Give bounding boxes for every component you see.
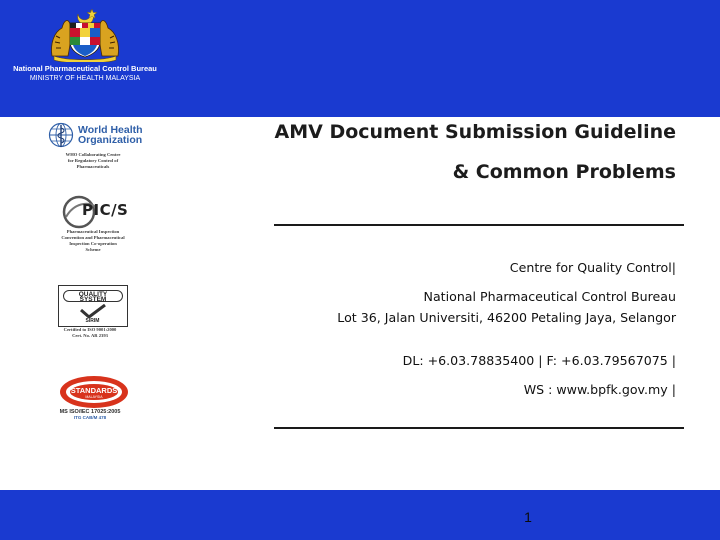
quality-mark-line1: QUALITY xyxy=(78,290,108,298)
pics-caption-line: Inspection Co-operation xyxy=(69,241,117,246)
pics-caption xyxy=(32,229,154,253)
quality-caption xyxy=(50,327,130,339)
header-band xyxy=(0,0,720,117)
pics-caption-line: Pharmaceutical Inspection xyxy=(66,229,120,234)
who-emblem-icon xyxy=(48,122,74,148)
standards-malaysia-logo-block xyxy=(32,375,121,421)
standards-caption xyxy=(50,409,130,421)
standards-sub: MALAYSIA xyxy=(85,395,103,399)
top-divider xyxy=(274,224,684,226)
footer-band xyxy=(0,490,720,540)
malaysia-coat-of-arms-icon xyxy=(46,6,124,62)
pics-caption-line: Scheme xyxy=(85,247,101,252)
quality-caption-line: Certified to ISO 9001:2000 xyxy=(63,327,117,332)
who-caption-line: Pharmaceuticals xyxy=(76,164,110,169)
pics-logo-block xyxy=(32,193,154,253)
quality-mark-line2: SYSTEM xyxy=(79,296,107,303)
bureau-name: National Pharmaceutical Control Bureau xyxy=(423,289,676,304)
phone-fax: DL: +6.03.78835400 | F: +6.03.79567075 | xyxy=(402,353,676,368)
accreditation-logos xyxy=(32,117,154,435)
website: WS : www.bpfk.gov.my | xyxy=(523,382,676,397)
bottom-divider xyxy=(274,427,684,429)
who-logo-block xyxy=(32,117,154,170)
quality-mark-line3: SIRIM xyxy=(85,318,100,324)
page-number: 1 xyxy=(524,509,532,525)
org-branding xyxy=(0,0,170,117)
who-caption-line: for Regulatory Control of xyxy=(67,158,119,163)
pics-mark: PIC/S xyxy=(82,201,129,219)
who-name-line1: World Health xyxy=(78,124,143,136)
sirim-check-icon xyxy=(79,304,107,318)
who-name-line2: Organization xyxy=(78,134,143,146)
ministry-name: MINISTRY OF HEALTH MALAYSIA xyxy=(29,75,141,82)
standards-mark: STANDARDS xyxy=(70,386,118,395)
org-name: National Pharmaceutical Control Bureau xyxy=(13,64,157,73)
pics-caption-line: Convention and Pharmaceutical xyxy=(61,235,125,240)
who-caption xyxy=(32,152,154,170)
quality-caption-line: Cert. No. AR 2393 xyxy=(72,333,108,338)
title-line-1: AMV Document Submission Guideline xyxy=(274,121,676,143)
title-line-2: & Common Problems xyxy=(452,161,676,183)
quality-system-logo-block xyxy=(32,285,117,339)
who-caption-line: WHO Collaborating Centre xyxy=(65,152,121,157)
standards-caption-line: MS ISO/IEC 17025:2005 xyxy=(59,409,121,415)
standards-caption-line: ITG CAB/M 478 xyxy=(73,415,107,420)
address: Lot 36, Jalan Universiti, 46200 Petaling Jaya, Selangor xyxy=(337,310,676,325)
centre-name: Centre for Quality Control| xyxy=(509,260,676,275)
